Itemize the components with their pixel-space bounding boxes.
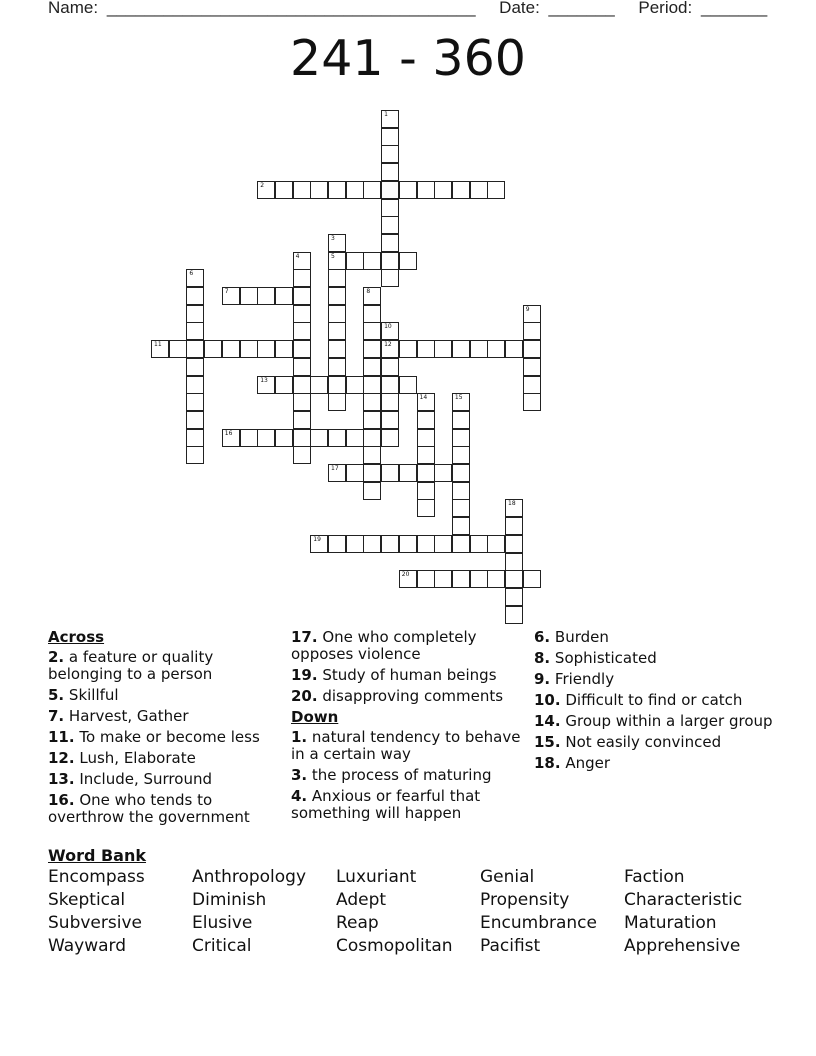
grid-cell[interactable]	[381, 535, 399, 553]
grid-cell[interactable]	[487, 181, 505, 199]
grid-cell[interactable]	[346, 376, 364, 394]
grid-cell[interactable]	[363, 482, 381, 500]
grid-cell[interactable]	[310, 535, 328, 553]
clue-text: Group within a larger group	[565, 712, 773, 730]
clue-number-label: 19.	[291, 666, 318, 684]
grid-cell[interactable]	[470, 535, 488, 553]
clue-number-label: 18.	[534, 754, 561, 772]
clue-number: 1	[384, 111, 388, 118]
clue-down-5	[534, 671, 774, 688]
word-bank-item: Anthropology	[192, 867, 307, 887]
clue-text: Anxious or fearful that something will happen	[291, 787, 481, 822]
grid-cell[interactable]	[417, 340, 435, 358]
grid-cell[interactable]	[328, 340, 346, 358]
grid-cell[interactable]	[434, 181, 452, 199]
grid-cell[interactable]	[452, 482, 470, 500]
grid-cell[interactable]	[470, 181, 488, 199]
clue-number-label: 6.	[534, 628, 551, 646]
clue-across-1	[48, 687, 278, 704]
grid-cell[interactable]	[523, 570, 541, 588]
clue-number-label: 13.	[48, 770, 75, 788]
clues-column-3	[534, 629, 774, 776]
clue-text: To make or become less	[79, 728, 260, 746]
grid-cell[interactable]	[470, 570, 488, 588]
clue-down-8	[534, 734, 774, 751]
word-bank-item: Reap	[336, 913, 379, 933]
grid-cell[interactable]	[257, 340, 275, 358]
grid-cell[interactable]	[240, 429, 258, 447]
clue-number-label: 1.	[291, 728, 308, 746]
clue-text: Lush, Elaborate	[79, 749, 196, 767]
grid-cell[interactable]	[257, 429, 275, 447]
grid-cell[interactable]	[328, 305, 346, 323]
clue-number: 7	[224, 288, 229, 295]
grid-cell[interactable]	[452, 429, 470, 447]
period-field[interactable]: _______	[700, 0, 768, 17]
grid-cell[interactable]	[275, 287, 293, 305]
clue-number: 13	[260, 376, 268, 384]
grid-cell[interactable]	[523, 358, 541, 376]
down-heading: Down	[291, 708, 339, 726]
clue-text: Harvest, Gather	[68, 707, 189, 725]
grid-cell[interactable]	[328, 535, 346, 553]
clue-number: 16	[224, 429, 233, 437]
clue-number-label: 10.	[534, 691, 561, 709]
grid-cell[interactable]	[399, 570, 417, 588]
clue-across-4	[48, 750, 278, 767]
grid-cell[interactable]	[257, 181, 275, 199]
clue-text: Study of human beings	[322, 666, 497, 684]
clue-number: 8	[366, 288, 371, 295]
word-bank-item: Subversive	[48, 913, 142, 933]
clue-number-label: 20.	[291, 687, 318, 705]
grid-cell[interactable]	[363, 429, 381, 447]
word-bank-item: Cosmopolitan	[336, 936, 453, 956]
grid-cell[interactable]	[363, 464, 381, 482]
clue-text: the process of maturing	[311, 766, 492, 784]
grid-cell[interactable]	[151, 340, 169, 358]
clue-number: 5	[331, 252, 335, 260]
grid-cell[interactable]	[363, 411, 381, 429]
word-bank-item: Diminish	[192, 890, 267, 910]
grid-cell[interactable]	[240, 287, 258, 305]
grid-cell[interactable]	[417, 499, 435, 517]
grid-cell[interactable]	[346, 181, 364, 199]
clue-text: Anger	[565, 754, 611, 772]
date-label: Date:	[499, 0, 540, 17]
grid-cell[interactable]	[505, 499, 523, 517]
clue-text: a feature or quality belonging to a person	[48, 648, 214, 683]
clues-column-2	[291, 629, 523, 826]
grid-cell[interactable]	[346, 429, 364, 447]
grid-cell[interactable]	[293, 393, 311, 411]
grid-cell[interactable]	[363, 322, 381, 340]
clue-number-label: 2.	[48, 648, 65, 666]
clue-number-label: 15.	[534, 733, 561, 751]
grid-cell[interactable]	[417, 393, 435, 411]
grid-cell[interactable]	[257, 287, 275, 305]
clue-across-0	[48, 649, 278, 683]
grid-cell[interactable]	[222, 340, 240, 358]
grid-cell[interactable]	[222, 429, 240, 447]
grid-cell[interactable]	[434, 535, 452, 553]
grid-cell[interactable]	[381, 216, 399, 234]
clue-across-8	[291, 667, 523, 684]
grid-cell[interactable]	[275, 340, 293, 358]
clue-number: 19	[313, 535, 321, 543]
word-bank-item: Encompass	[48, 867, 145, 887]
grid-cell[interactable]	[186, 446, 204, 464]
grid-cell[interactable]	[240, 340, 258, 358]
clue-number-label: 8.	[534, 649, 551, 667]
grid-cell[interactable]	[381, 163, 399, 181]
grid-cell[interactable]	[293, 252, 311, 270]
grid-cell[interactable]	[275, 376, 293, 394]
grid-cell[interactable]	[505, 517, 523, 535]
clue-across-2	[48, 708, 278, 725]
clue-number-label: 4.	[291, 787, 308, 805]
grid-cell[interactable]	[399, 535, 417, 553]
grid-cell[interactable]	[186, 393, 204, 411]
grid-cell[interactable]	[293, 340, 311, 358]
clue-text: One who completely opposes violence	[291, 628, 477, 663]
word-bank-item: Characteristic	[624, 890, 743, 910]
clue-down-4	[534, 650, 774, 667]
grid-cell[interactable]	[363, 305, 381, 323]
grid-cell[interactable]	[505, 340, 523, 358]
clue-text: Include, Surround	[79, 770, 212, 788]
grid-cell[interactable]	[417, 482, 435, 500]
grid-cell[interactable]	[417, 464, 435, 482]
clue-number-label: 14.	[534, 712, 561, 730]
grid-cell[interactable]	[363, 252, 381, 270]
grid-cell[interactable]	[452, 517, 470, 535]
grid-cell[interactable]	[523, 376, 541, 394]
grid-cell[interactable]	[523, 340, 541, 358]
grid-cell[interactable]	[222, 287, 240, 305]
grid-cell[interactable]	[381, 464, 399, 482]
grid-cell[interactable]	[346, 464, 364, 482]
grid-cell[interactable]	[186, 287, 204, 305]
grid-cell[interactable]	[434, 464, 452, 482]
name-label: Name:	[48, 0, 99, 17]
grid-cell[interactable]	[381, 252, 399, 270]
grid-cell[interactable]	[381, 411, 399, 429]
grid-cell[interactable]	[381, 145, 399, 163]
grid-cell[interactable]	[381, 393, 399, 411]
word-bank-item: Pacifist	[480, 936, 541, 956]
grid-cell[interactable]	[381, 358, 399, 376]
grid-cell[interactable]	[381, 234, 399, 252]
clue-across-3	[48, 729, 278, 746]
grid-cell[interactable]	[505, 570, 523, 588]
grid-cell[interactable]	[452, 181, 470, 199]
clue-number: 18	[508, 500, 516, 508]
clue-down-9	[534, 755, 774, 772]
word-bank-item: Wayward	[48, 936, 127, 956]
grid-cell[interactable]	[470, 340, 488, 358]
grid-cell[interactable]	[381, 199, 399, 217]
grid-cell[interactable]	[204, 340, 222, 358]
grid-cell[interactable]	[363, 393, 381, 411]
word-bank-item: Luxuriant	[336, 867, 417, 887]
name-field[interactable]: _______________________________________	[106, 0, 476, 17]
word-bank-item: Faction	[624, 867, 685, 887]
clue-number-label: 12.	[48, 749, 75, 767]
grid-cell[interactable]	[186, 322, 204, 340]
word-bank-item: Propensity	[480, 890, 570, 910]
grid-cell[interactable]	[169, 340, 187, 358]
grid-cell[interactable]	[293, 429, 311, 447]
clue-number: 15	[454, 394, 463, 402]
grid-cell[interactable]	[505, 553, 523, 571]
across-heading: Across	[48, 628, 105, 646]
grid-cell[interactable]	[363, 287, 381, 305]
word-bank-item: Genial	[480, 867, 535, 887]
grid-cell[interactable]	[328, 269, 346, 287]
clue-number: 2	[260, 181, 265, 189]
word-bank-item: Apprehensive	[624, 936, 741, 956]
grid-cell[interactable]	[257, 376, 275, 394]
grid-cell[interactable]	[452, 570, 470, 588]
grid-cell[interactable]	[417, 181, 435, 199]
clue-text: disapproving comments	[322, 687, 504, 705]
grid-cell[interactable]	[293, 181, 311, 199]
grid-cell[interactable]	[186, 269, 204, 287]
grid-cell[interactable]	[328, 287, 346, 305]
word-bank-item: Skeptical	[48, 890, 126, 910]
grid-cell[interactable]	[452, 393, 470, 411]
grid-cell[interactable]	[417, 429, 435, 447]
grid-cell[interactable]	[452, 535, 470, 553]
grid-cell[interactable]	[346, 535, 364, 553]
clue-number: 9	[525, 305, 530, 313]
grid-cell[interactable]	[363, 376, 381, 394]
word-bank-heading: Word Bank	[48, 846, 147, 865]
grid-cell[interactable]	[328, 234, 346, 252]
grid-cell[interactable]	[452, 340, 470, 358]
grid-cell[interactable]	[293, 287, 311, 305]
grid-cell[interactable]	[399, 181, 417, 199]
grid-cell[interactable]	[186, 340, 204, 358]
grid-cell[interactable]	[293, 305, 311, 323]
clue-text: natural tendency to behave in a certain way	[291, 728, 521, 763]
word-bank-item: Maturation	[624, 913, 717, 933]
grid-cell[interactable]	[328, 322, 346, 340]
grid-cell[interactable]	[363, 181, 381, 199]
grid-cell[interactable]	[505, 535, 523, 553]
grid-cell[interactable]	[381, 269, 399, 287]
grid-cell[interactable]	[452, 446, 470, 464]
grid-cell[interactable]	[505, 588, 523, 606]
grid-cell[interactable]	[381, 429, 399, 447]
clue-number-label: 3.	[291, 766, 308, 784]
period-label: Period:	[638, 0, 693, 17]
clue-number: 10	[384, 323, 392, 331]
grid-cell[interactable]	[452, 464, 470, 482]
grid-cell[interactable]	[363, 446, 381, 464]
grid-cell[interactable]	[523, 322, 541, 340]
clue-text: One who tends to overthrow the government	[48, 791, 250, 826]
grid-cell[interactable]	[328, 358, 346, 376]
clue-number: 3	[331, 234, 335, 242]
clue-number-label: 5.	[48, 686, 65, 704]
grid-cell[interactable]	[328, 464, 346, 482]
grid-cell[interactable]	[523, 305, 541, 323]
word-bank-item: Adept	[336, 890, 387, 910]
clue-across-7	[291, 629, 523, 663]
grid-cell[interactable]	[523, 393, 541, 411]
grid-cell[interactable]	[328, 429, 346, 447]
clue-number: 6	[189, 270, 194, 278]
clue-across-9	[291, 688, 523, 705]
grid-cell[interactable]	[328, 376, 346, 394]
word-bank-item: Critical	[192, 936, 252, 956]
clue-down-2	[291, 788, 523, 822]
clue-number: 11	[154, 341, 162, 349]
clue-number-label: 11.	[48, 728, 75, 746]
grid-cell[interactable]	[293, 376, 311, 394]
grid-cell[interactable]	[452, 411, 470, 429]
grid-cell[interactable]	[417, 411, 435, 429]
clue-down-3	[534, 629, 774, 646]
grid-cell[interactable]	[328, 252, 346, 270]
grid-cell[interactable]	[417, 446, 435, 464]
grid-cell[interactable]	[399, 252, 417, 270]
clue-number-label: 16.	[48, 791, 75, 809]
grid-cell[interactable]	[381, 181, 399, 199]
grid-cell[interactable]	[293, 358, 311, 376]
grid-cell[interactable]	[328, 181, 346, 199]
grid-cell[interactable]	[293, 411, 311, 429]
grid-cell[interactable]	[275, 181, 293, 199]
clue-number: 4	[295, 252, 300, 260]
page-title: 241 - 360	[290, 30, 526, 87]
grid-cell[interactable]	[186, 429, 204, 447]
clue-number-label: 17.	[291, 628, 318, 646]
grid-cell[interactable]	[381, 322, 399, 340]
grid-cell[interactable]	[381, 110, 399, 128]
grid-cell[interactable]	[452, 499, 470, 517]
clue-down-1	[291, 767, 523, 784]
clue-text: Sophisticated	[554, 649, 657, 667]
clue-number: 12	[384, 341, 392, 349]
grid-cell[interactable]	[487, 535, 505, 553]
clue-text: Friendly	[554, 670, 615, 688]
grid-cell[interactable]	[505, 606, 523, 624]
clue-text: Difficult to find or catch	[565, 691, 743, 709]
grid-cell[interactable]	[328, 393, 346, 411]
grid-cell[interactable]	[186, 358, 204, 376]
grid-cell[interactable]	[417, 535, 435, 553]
word-bank-item: Elusive	[192, 913, 253, 933]
grid-cell[interactable]	[346, 252, 364, 270]
grid-cell[interactable]	[381, 376, 399, 394]
grid-cell[interactable]	[487, 340, 505, 358]
grid-cell[interactable]	[186, 376, 204, 394]
clue-number: 14	[419, 394, 428, 402]
grid-cell[interactable]	[310, 376, 328, 394]
clue-number-label: 9.	[534, 670, 551, 688]
clue-across-5	[48, 771, 278, 788]
date-field[interactable]: _______	[548, 0, 615, 17]
grid-cell[interactable]	[363, 358, 381, 376]
grid-cell[interactable]	[399, 464, 417, 482]
grid-cell[interactable]	[310, 429, 328, 447]
grid-cell[interactable]	[363, 340, 381, 358]
clue-across-6	[48, 792, 278, 826]
grid-cell[interactable]	[399, 340, 417, 358]
grid-cell[interactable]	[186, 411, 204, 429]
grid-cell[interactable]	[381, 340, 399, 358]
clue-text: Burden	[554, 628, 609, 646]
clue-down-0	[291, 729, 523, 763]
clue-down-6	[534, 692, 774, 709]
clue-number: 20	[401, 571, 410, 579]
grid-cell[interactable]	[186, 305, 204, 323]
word-bank-item: Encumbrance	[480, 913, 597, 933]
grid-cell[interactable]	[399, 376, 417, 394]
grid-cell[interactable]	[363, 535, 381, 553]
grid-cell[interactable]	[381, 128, 399, 146]
clue-number-label: 7.	[48, 707, 65, 725]
grid-cell[interactable]	[275, 429, 293, 447]
grid-cell[interactable]	[434, 340, 452, 358]
grid-cell[interactable]	[417, 570, 435, 588]
grid-cell[interactable]	[293, 269, 311, 287]
clues-column-1	[48, 629, 278, 830]
grid-cell[interactable]	[434, 570, 452, 588]
grid-cell[interactable]	[310, 181, 328, 199]
grid-cell[interactable]	[293, 446, 311, 464]
clue-text: Skillful	[68, 686, 119, 704]
clue-number: 17	[331, 465, 339, 472]
clue-text: Not easily convinced	[565, 733, 722, 751]
word-bank	[48, 868, 788, 956]
clue-down-7	[534, 713, 774, 730]
grid-cell[interactable]	[293, 322, 311, 340]
grid-cell[interactable]	[487, 570, 505, 588]
